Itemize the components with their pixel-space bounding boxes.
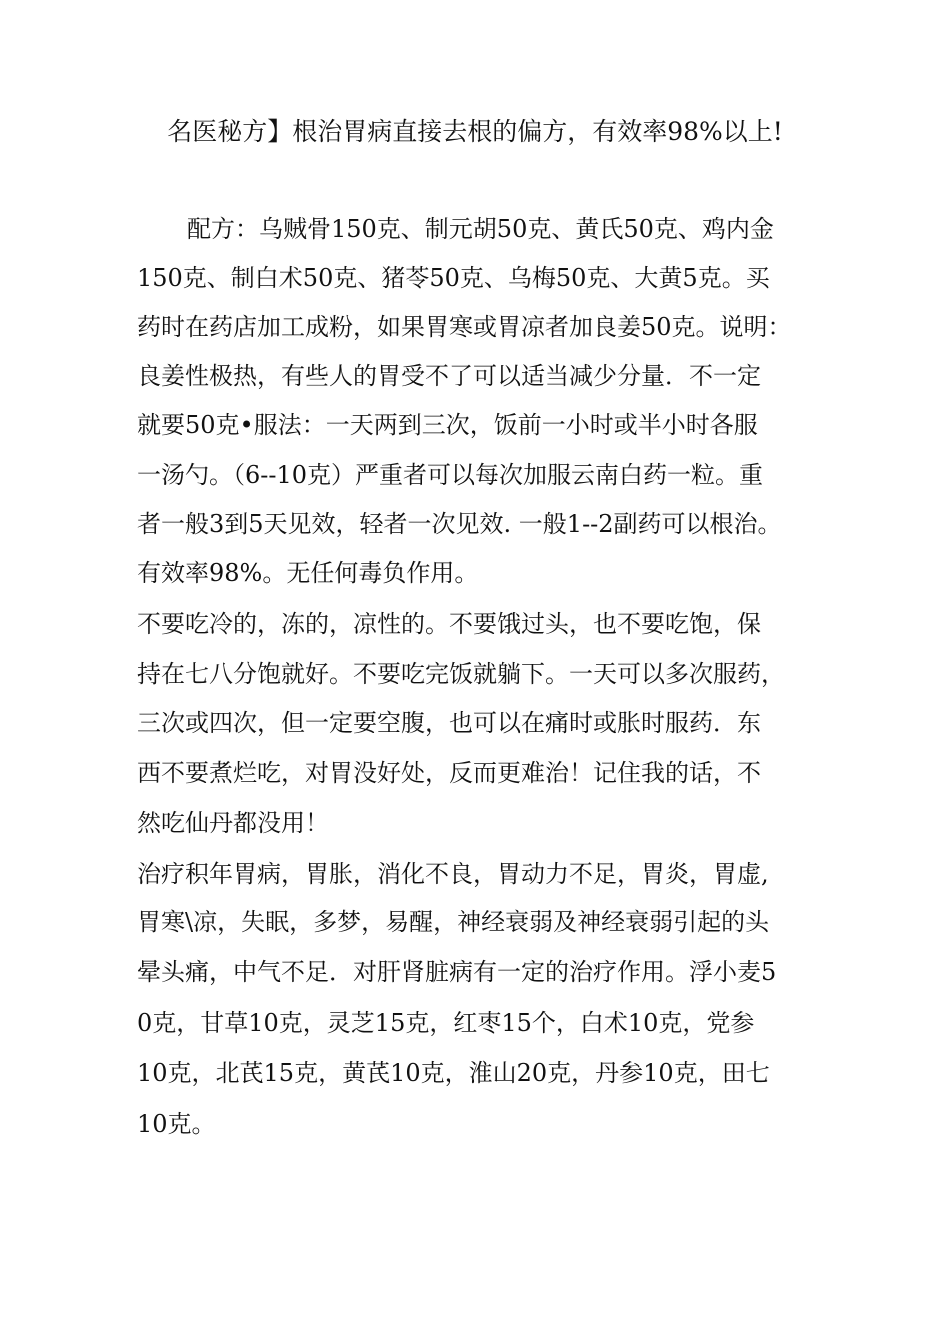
document-title: 名医秘方】根治胃病直接去根的偏方，有效率98%以上! (167, 117, 783, 146)
body-line: 药时在药店加工成粉，如果胃寒或胃凉者加良姜50克。说明： (137, 313, 792, 341)
body-line: 配方：乌贼骨150克、制元胡50克、黄氏50克、鸡内金 (187, 215, 774, 243)
body-line: 然吃仙丹都没用！ (137, 809, 329, 837)
body-line: 就要50克•服法：一天两到三次，饭前一小时或半小时各服 (137, 411, 758, 439)
body-line: 持在七八分饱就好。不要吃完饭就躺下。一天可以多次服药， (137, 660, 785, 688)
body-line: 胃寒\凉，失眠，多梦，易醒，神经衰弱及神经衰弱引起的头 (137, 908, 770, 936)
body-line: 西不要煮烂吃，对胃没好处，反而更难治！记住我的话，不 (137, 759, 761, 787)
body-line: 晕头痛，中气不足．对肝肾脏病有一定的治疗作用。浮小麦5 (137, 958, 777, 986)
body-line: 有效率98%。无任何毒负作用。 (137, 559, 479, 587)
body-line: 一汤勺。（6--10克）严重者可以每次加服云南白药一粒。重 (137, 461, 764, 489)
body-line: 良姜性极热，有些人的胃受不了可以适当减少分量．不一定 (137, 362, 761, 390)
body-line: 三次或四次，但一定要空腹，也可以在痛时或胀时服药．东 (137, 709, 761, 737)
body-line: 150克、制白术50克、猪苓50克、乌梅50克、大黄5克。买 (137, 264, 770, 292)
body-line: 10克，北芪15克，黄芪10克，淮山20克，丹参10克，田七 (137, 1059, 770, 1087)
body-line: 10克。 (137, 1110, 216, 1138)
body-line: 不要吃冷的，冻的，凉性的。不要饿过头，也不要吃饱，保 (137, 610, 761, 638)
body-line: 者一般3到5天见效，轻者一次见效. 一般1--2副药可以根治。 (137, 510, 782, 538)
body-line: 治疗积年胃病，胃胀，消化不良，胃动力不足，胃炎，胃虚, (137, 860, 769, 888)
body-line: 0克，甘草10克，灵芝15克，红枣15个，白术10克，党参 (137, 1009, 755, 1037)
